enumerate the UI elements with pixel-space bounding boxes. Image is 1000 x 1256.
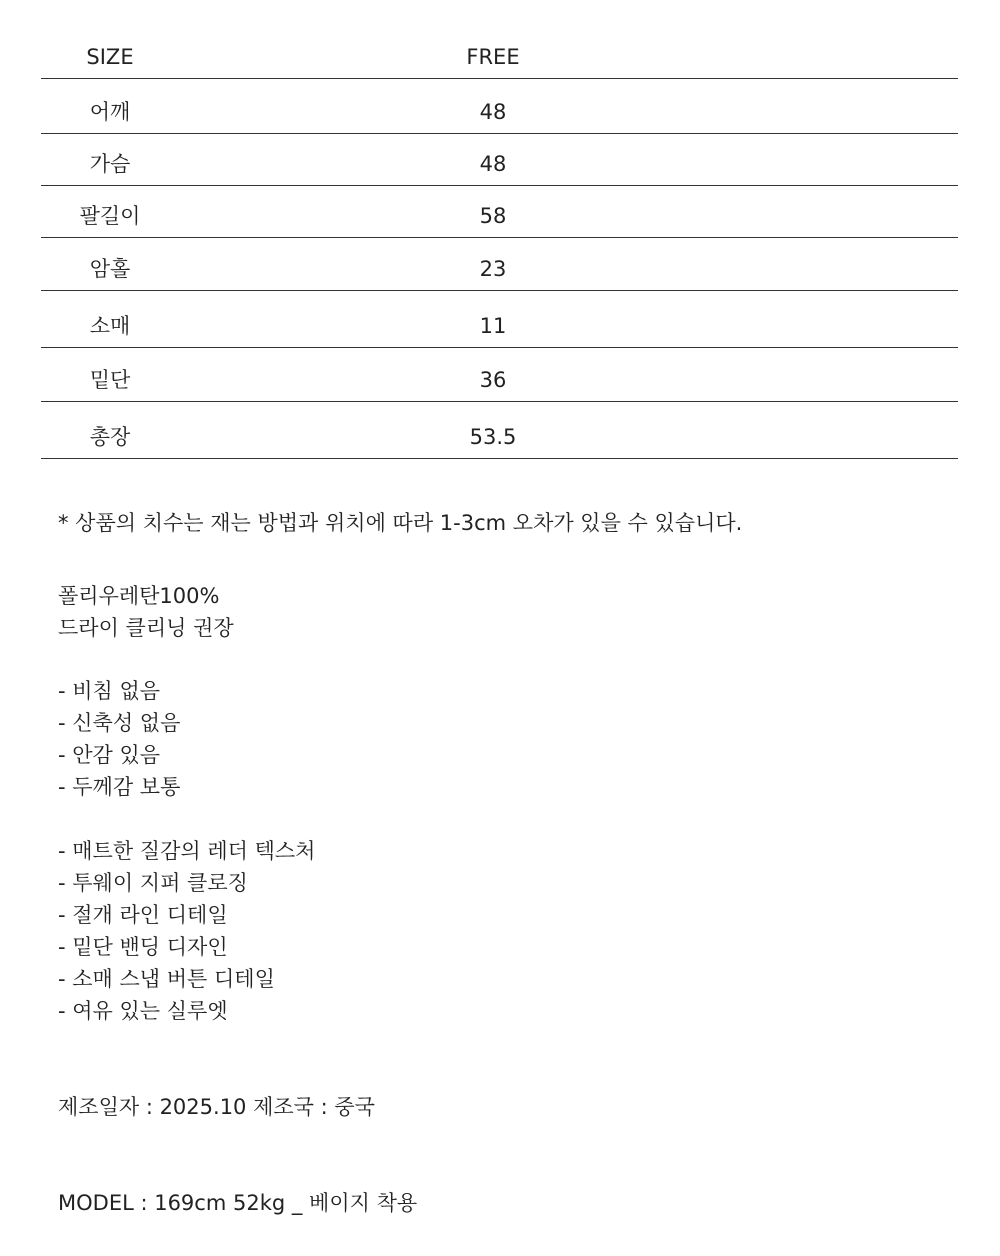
size-table-header: SIZE FREE [41, 40, 958, 79]
list-item: - 안감 있음 [58, 743, 161, 767]
fabric-features-list [58, 675, 180, 803]
size-row-armhole: 암홀 23 [41, 238, 958, 291]
size-row-shoulder: 어깨 48 [41, 79, 958, 134]
list-item: - 두께감 보통 [58, 775, 181, 799]
list-item: - 밑단 밴딩 디자인 [58, 935, 228, 959]
model-info: MODEL : 169cm 52kg _ 베이지 착용 [58, 1191, 418, 1215]
list-item: - 절개 라인 디테일 [58, 903, 228, 927]
size-row-chest: 가슴 48 [41, 134, 958, 186]
measurement-note: * 상품의 치수는 재는 방법과 위치에 따라 1-3cm 오차가 있을 수 있습니다. [58, 511, 743, 535]
list-item: - 신축성 없음 [58, 711, 181, 735]
list-item: - 여유 있는 실루엣 [58, 999, 228, 1023]
manufacture-info: 제조일자 : 2025.10 제조국 : 중국 [58, 1095, 375, 1119]
size-table [41, 40, 958, 459]
design-features-list [58, 835, 315, 1027]
care-instruction: 드라이 클리닝 권장 [58, 616, 234, 640]
size-row-hem: 밑단 36 [41, 348, 958, 402]
list-item: - 소매 스냅 버튼 디테일 [58, 967, 275, 991]
size-row-sleeve-length: 팔길이 58 [41, 186, 958, 238]
size-row-total-length: 총장 53.5 [41, 402, 958, 459]
size-row-sleeve: 소매 11 [41, 291, 958, 348]
list-item: - 투웨이 지퍼 클로징 [58, 871, 248, 895]
list-item: - 매트한 질감의 레더 텍스처 [58, 839, 316, 863]
list-item: - 비침 없음 [58, 679, 161, 703]
material-info [58, 580, 234, 644]
material-composition: 폴리우레탄100% [58, 584, 220, 608]
